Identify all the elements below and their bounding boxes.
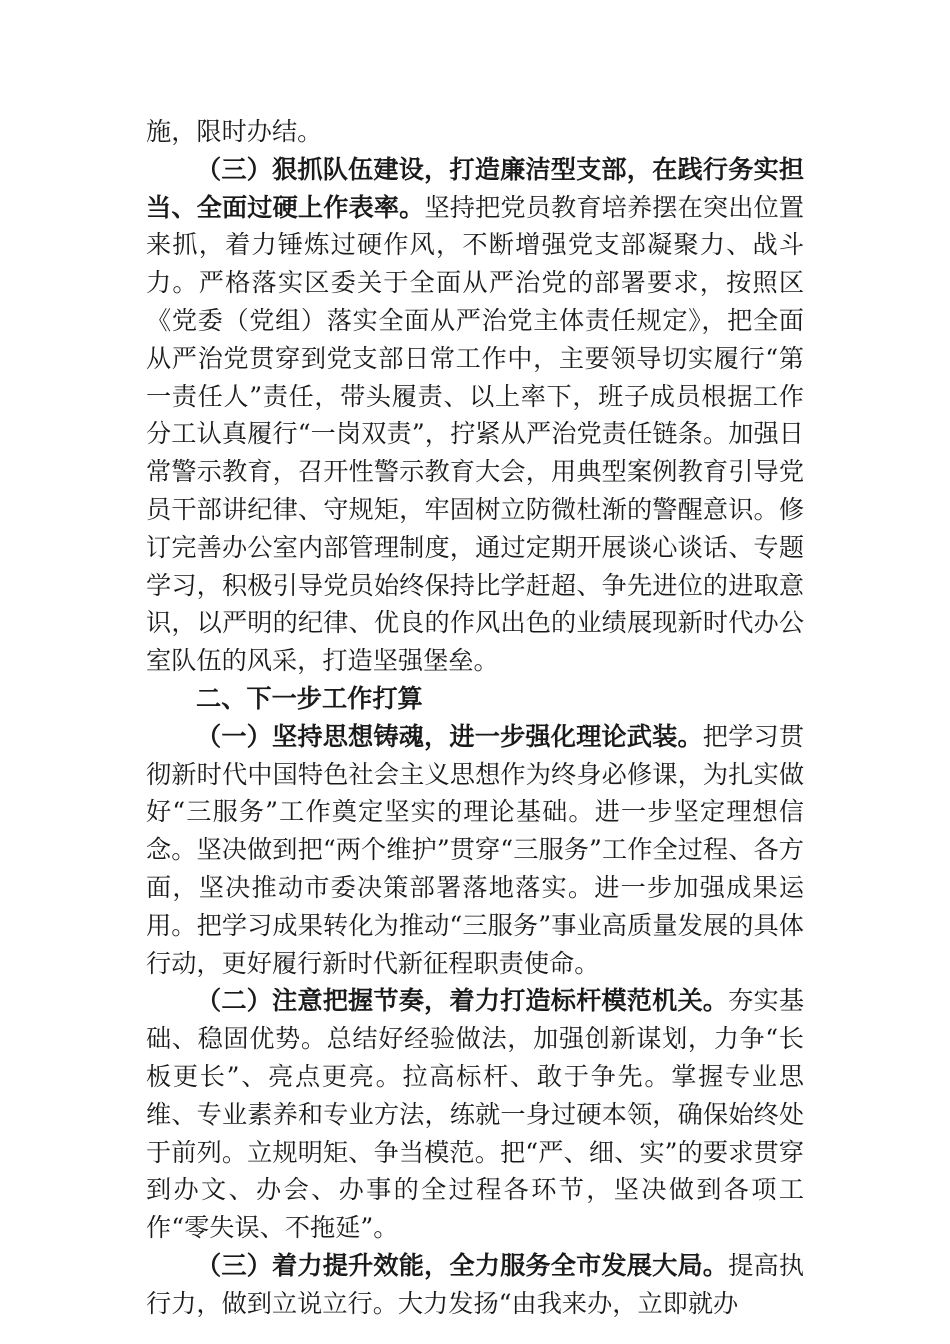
paragraph-lead: （二）注意把握节奏，着力打造标杆模范机关。 xyxy=(196,985,729,1016)
paragraph-theory xyxy=(146,718,804,983)
paragraph-continuation xyxy=(146,113,804,151)
paragraph-text: 施，限时办结。 xyxy=(146,117,323,146)
document-page xyxy=(146,113,804,1323)
paragraph-body: 夯实基础、稳固优势。总结好经验做法，加强创新谋划，力争“长板更长”、亮点更亮。拉高标杆、敢于争先。掌握专业思维、专业素养和专业方法，练就一身过硬本领，确保始终处于前列。立规明矩、争当模范。把“严、细、实”的要求贯穿到办文、办会、办事的全过程各环节，坚决做到各项工作“零失误、不拖延”。 xyxy=(146,986,805,1243)
paragraph-benchmark xyxy=(146,982,804,1247)
paragraph-body: 把学习贯彻新时代中国特色社会主义思想作为终身必修课，为扎实做好“三服务”工作奠定坚实的理论基础。进一步坚定理想信念。坚决做到把“两个维护”贯穿“三服务”工作全过程、各方面，坚决推动市委决策部署落地落实。进一步加强成果运用。把学习成果转化为推动“三服务”事业高质量发展的具体行动，更好履行新时代新征程职责使命。 xyxy=(146,721,805,978)
paragraph-lead: （三）着力提升效能，全力服务全市发展大局。 xyxy=(196,1249,729,1280)
paragraph-lead: （一）坚持思想铸魂，进一步强化理论武装。 xyxy=(196,720,703,751)
paragraph-lead: （三）狠抓队伍建设，打造廉洁型支部，在践行务实担当、全面过硬上作表率。 xyxy=(146,153,804,222)
paragraph-body: 坚持把党员教育培养摆在突出位置来抓，着力锤炼过硬作风，不断增强党支部凝聚力、战斗力。严格落实区委关于全面从严治党的部署要求，按照区《党委（党组）落实全面从严治党主体责任规定》，把全面从严治党贯穿到党支部日常工作中，主要领导切实履行“第一责任人”责任，带头履责、以上率下，班子成员根据工作分工认真履行“一岗双责”，拧紧从严治党责任链条。加强日常警示教育，召开性警示教育大会，用典型案例教育引导党员干部讲纪律、守规矩，牢固树立防微杜渐的警醒意识。修订完善办公室内部管理制度，通过定期开展谈心谈话、专题学习，积极引导党员始终保持比学赶超、争先进位的进取意识，以严明的纪律、优良的作风出色的业绩展现新时代办公室队伍的风采，打造坚强堡垒。 xyxy=(146,192,804,676)
paragraph-efficiency xyxy=(146,1247,804,1323)
paragraph-team-building xyxy=(146,151,804,680)
section-heading: 二、下一步工作打算 xyxy=(196,683,423,713)
paragraph-body: 提高执行力，做到立说立行。大力发扬“由我来办，立即就办 xyxy=(146,1250,805,1318)
